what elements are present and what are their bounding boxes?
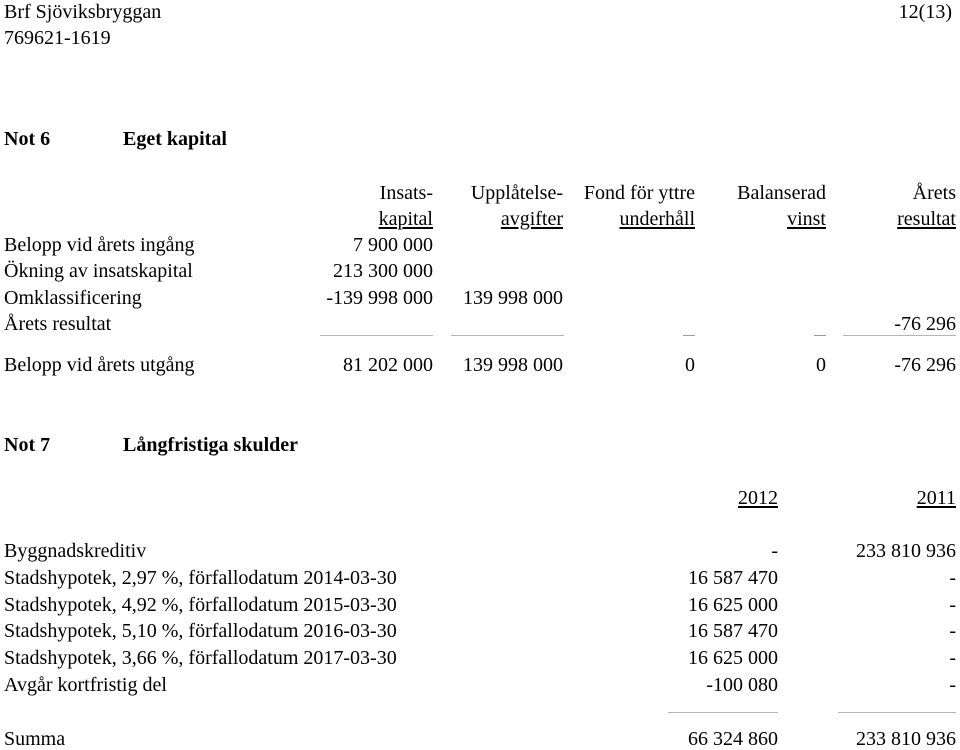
- note7-row-value-2011: -: [949, 647, 956, 669]
- note7-total-value-2011: 233 810 936: [856, 728, 956, 750]
- note6-total-value: 81 202 000: [343, 354, 433, 376]
- note7-total-label: Summa: [4, 728, 66, 750]
- sum-line: [451, 335, 564, 336]
- col-header-upplatelseavgifter-1: Upplåtelse-: [470, 182, 563, 204]
- col-header-upplatelseavgifter-2: avgifter: [500, 208, 563, 230]
- sum-line: [320, 335, 433, 336]
- note6-row-label: Belopp vid årets ingång: [4, 234, 195, 256]
- note6-row-label: Årets resultat: [4, 313, 112, 335]
- note7-row-value-2012: 16 587 470: [688, 620, 778, 642]
- sum-line: [683, 335, 695, 336]
- sum-line: [668, 712, 778, 713]
- col-header-arets-resultat-2: resultat: [897, 208, 956, 230]
- sum-line: [838, 712, 956, 713]
- note7-row-label: Stadshypotek, 2,97 %, förfallodatum 2014-03-30: [4, 567, 397, 589]
- note7-row-value-2011: -: [949, 674, 956, 696]
- note7-row-label: Avgår kortfristig del: [4, 674, 167, 696]
- note7-row-value-2011: -: [949, 620, 956, 642]
- note7-row-value-2011: -: [949, 594, 956, 616]
- note6-title: Eget kapital: [123, 128, 227, 150]
- org-number: 769621-1619: [4, 27, 111, 49]
- year-header-2011: 2011: [916, 487, 956, 509]
- note7-total-value-2012: 66 324 860: [688, 728, 778, 750]
- note6-row-value: 7 900 000: [353, 234, 433, 256]
- note7-row-value-2012: -100 080: [706, 674, 778, 696]
- note6-total-value: 0: [816, 354, 826, 376]
- note7-row-value-2012: 16 625 000: [688, 594, 778, 616]
- note7-row-value-2011: 233 810 936: [856, 540, 956, 562]
- col-header-balanserad-1: Balanserad: [737, 182, 826, 204]
- note6-row-label: Omklassificering: [4, 287, 142, 309]
- note6-total-value: 139 998 000: [463, 354, 563, 376]
- col-header-fond-2: underhåll: [619, 208, 695, 230]
- note7-row-value-2012: 16 587 470: [688, 567, 778, 589]
- note6-row-label: Ökning av insatskapital: [4, 260, 193, 282]
- note7-row-label: Stadshypotek, 4,92 %, förfallodatum 2015-03-30: [4, 594, 397, 616]
- note6-row-value: -76 296: [894, 313, 956, 335]
- col-header-insatskapital-1: Insats-: [379, 182, 433, 204]
- org-name: Brf Sjöviksbryggan: [4, 1, 162, 23]
- sum-line: [814, 335, 826, 336]
- note7-row-label: Stadshypotek, 3,66 %, förfallodatum 2017-03-30: [4, 647, 397, 669]
- note6-row-value: 139 998 000: [463, 287, 563, 309]
- year-header-2012: 2012: [738, 487, 778, 509]
- page-number: 12(13): [898, 1, 952, 23]
- note6-number: Not 6: [4, 128, 51, 150]
- note7-row-label: Stadshypotek, 5,10 %, förfallodatum 2016-03-30: [4, 620, 397, 642]
- note6-row-value: 213 300 000: [333, 260, 433, 282]
- col-header-fond-1: Fond för yttre: [583, 182, 695, 204]
- col-header-balanserad-2: vinst: [787, 208, 826, 230]
- sum-line: [843, 335, 956, 336]
- note7-number: Not 7: [4, 434, 51, 456]
- note7-row-value-2012: -: [771, 540, 778, 562]
- col-header-insatskapital-2: kapital: [378, 208, 433, 230]
- note7-row-label: Byggnadskreditiv: [4, 540, 147, 562]
- note7-row-value-2012: 16 625 000: [688, 647, 778, 669]
- note6-total-label: Belopp vid årets utgång: [4, 354, 195, 376]
- note6-total-value: -76 296: [894, 354, 956, 376]
- note6-total-value: 0: [685, 354, 695, 376]
- note6-row-value: -139 998 000: [326, 287, 433, 309]
- note7-row-value-2011: -: [949, 567, 956, 589]
- note7-title: Långfristiga skulder: [123, 434, 299, 456]
- col-header-arets-resultat-1: Årets: [912, 182, 956, 204]
